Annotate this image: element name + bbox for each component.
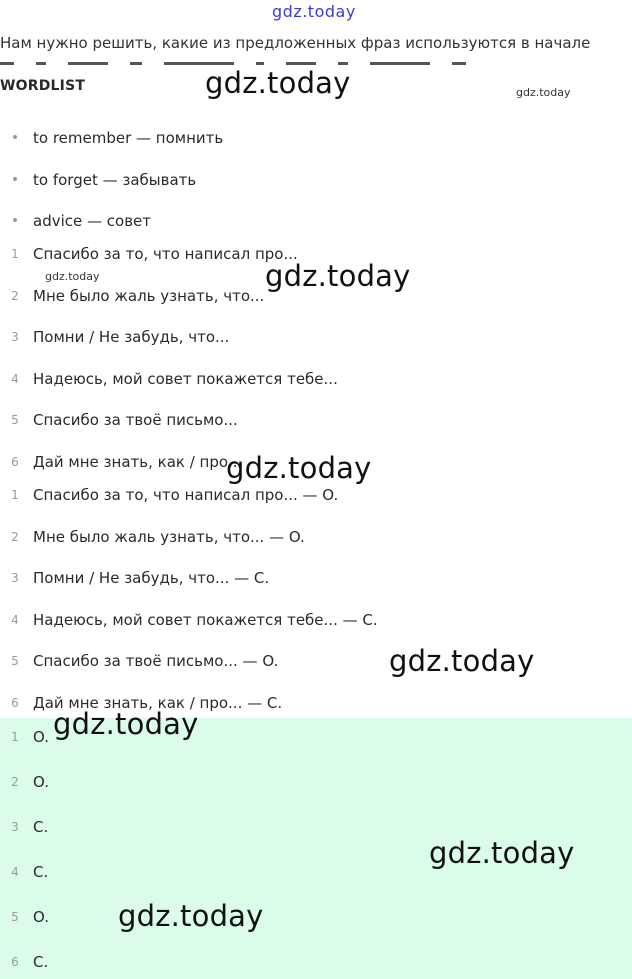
watermark: gdz.today bbox=[205, 66, 351, 100]
bullet-icon: • bbox=[10, 130, 20, 146]
answer-text: C. bbox=[33, 863, 49, 881]
classified-item bbox=[0, 484, 338, 506]
classified-item bbox=[0, 609, 378, 631]
phrase-item bbox=[0, 326, 229, 348]
answer-item bbox=[0, 726, 49, 748]
phrase-text: Помни / Не забудь, что... bbox=[33, 328, 230, 346]
classified-text: Спасибо за то, что написал про... — O. bbox=[33, 486, 339, 504]
intro-text: Нам нужно решить, какие из предложенных фраз используются в начале bbox=[0, 34, 591, 52]
answer-number: 5 bbox=[11, 910, 19, 924]
answer-number: 2 bbox=[11, 775, 19, 789]
classified-number: 4 bbox=[11, 613, 19, 627]
answer-item bbox=[0, 861, 48, 883]
classified-item bbox=[0, 526, 305, 548]
phrase-number: 6 bbox=[11, 455, 19, 469]
watermark-small: gdz.today bbox=[45, 270, 100, 283]
watermark: gdz.today bbox=[53, 707, 199, 741]
phrase-number: 3 bbox=[11, 330, 19, 344]
classified-item bbox=[0, 650, 278, 672]
phrase-number: 1 bbox=[11, 247, 19, 261]
classified-text: Помни / Не забудь, что... — C. bbox=[33, 569, 270, 587]
phrase-text: Мне было жаль узнать, что... bbox=[33, 287, 265, 305]
wordlist-item-text: to forget — забывать bbox=[33, 171, 197, 189]
bullet-icon: • bbox=[10, 213, 20, 229]
answer-item bbox=[0, 951, 48, 973]
answer-number: 3 bbox=[11, 820, 19, 834]
phrase-text: Спасибо за то, что написал про... bbox=[33, 245, 298, 263]
watermark-small: gdz.today bbox=[516, 86, 571, 99]
phrase-item bbox=[0, 243, 298, 265]
watermark: gdz.today bbox=[389, 644, 535, 678]
phrase-item bbox=[0, 285, 264, 307]
answer-text: C. bbox=[33, 953, 49, 971]
phrase-item bbox=[0, 409, 238, 431]
phrase-text: Надеюсь, мой совет покажется тебе... bbox=[33, 370, 338, 388]
answer-number: 6 bbox=[11, 955, 19, 969]
answer-text: C. bbox=[33, 818, 49, 836]
phrase-number: 2 bbox=[11, 289, 19, 303]
watermark: gdz.today bbox=[226, 451, 372, 485]
wordlist-item bbox=[0, 210, 151, 232]
watermark: gdz.today bbox=[429, 836, 575, 870]
classified-text: Спасибо за твоё письмо... — O. bbox=[33, 652, 279, 670]
classified-number: 2 bbox=[11, 530, 19, 544]
phrase-text: Дай мне знать, как / про... bbox=[33, 453, 243, 471]
phrase-number: 5 bbox=[11, 413, 19, 427]
answer-number: 4 bbox=[11, 865, 19, 879]
wordlist-item-text: advice — совет bbox=[33, 212, 152, 230]
classified-text: Мне было жаль узнать, что... — O. bbox=[33, 528, 305, 546]
answer-item bbox=[0, 771, 49, 793]
watermark: gdz.today bbox=[265, 259, 411, 293]
classified-item bbox=[0, 567, 269, 589]
wordlist-item bbox=[0, 127, 223, 149]
watermark: gdz.today bbox=[118, 899, 264, 933]
phrase-number: 4 bbox=[11, 372, 19, 386]
classified-number: 6 bbox=[11, 696, 19, 710]
answer-item bbox=[0, 816, 48, 838]
wordlist-item-text: to remember — помнить bbox=[33, 129, 224, 147]
answer-text: O. bbox=[33, 908, 49, 926]
phrase-item bbox=[0, 451, 242, 473]
phrase-text: Спасибо за твоё письмо... bbox=[33, 411, 238, 429]
answer-item bbox=[0, 906, 49, 928]
top-watermark: gdz.today bbox=[272, 2, 356, 21]
bullet-icon: • bbox=[10, 172, 20, 188]
phrase-item bbox=[0, 368, 338, 390]
classified-text: Надеюсь, мой совет покажется тебе... — C. bbox=[33, 611, 378, 629]
classified-text: Дай мне знать, как / про... — C. bbox=[33, 694, 283, 712]
wordlist-heading: WORDLIST bbox=[0, 78, 86, 94]
classified-number: 3 bbox=[11, 571, 19, 585]
answer-text: O. bbox=[33, 728, 49, 746]
wordlist-item bbox=[0, 169, 196, 191]
classified-number: 1 bbox=[11, 488, 19, 502]
classified-number: 5 bbox=[11, 654, 19, 668]
answer-text: O. bbox=[33, 773, 49, 791]
answer-number: 1 bbox=[11, 730, 19, 744]
